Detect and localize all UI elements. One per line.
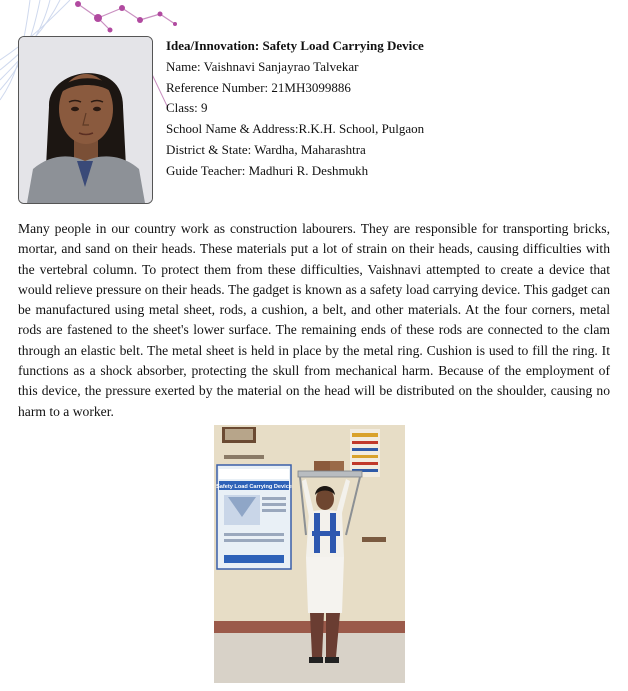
project-description: Many people in our country work as construction labourers. They are responsible for transporting bricks, mortar, and sand on their heads. These materials put a lot of strain on their heads, causing difficulties with the vertebral column. To protect them from these difficulties, Vaishnavi attempted to create a device that would relieve pressure on their heads. The gadget is known as a safety load carrying device. This gadget can be manufactured using metal sheet, rods, a cushion, a belt, and other materials. At the four corners, metal rods are fastened to the sheet's lower surface. The remaining ends of these rods are connected to the clam through an elastic belt. The metal sheet is held in place by the metal ring. Cushion is used to fill the ring. It functions as a shock absorber, protecting the skull from mechanical harm. Because of the employment of this device, the pressure exerted by the material on the head will be distributed on the shoulder, causing no harm to a worker. (18, 221, 610, 419)
poster-title: Safety Load Carrying Device (216, 484, 292, 490)
student-portrait (18, 36, 153, 204)
student-name: Name: Vaishnavi Sanjayrao Talvekar (166, 58, 359, 74)
student-class: Class: 9 (166, 100, 208, 116)
guide-teacher: Guide Teacher: Madhuri R. Deshmukh (166, 162, 369, 178)
school-address: School Name & Address:R.K.H. School, Pulgaon (166, 121, 425, 137)
profile-info (166, 36, 606, 182)
reference-number: Reference Number: 21MH3099886 (166, 79, 351, 95)
idea-title: Idea/Innovation: Safety Load Carrying Device (166, 38, 424, 53)
project-photo (214, 425, 405, 683)
student-with-device-photo-icon (214, 425, 405, 683)
student-portrait-icon (19, 37, 152, 203)
district-state: District & State: Wardha, Maharashtra (166, 141, 366, 157)
